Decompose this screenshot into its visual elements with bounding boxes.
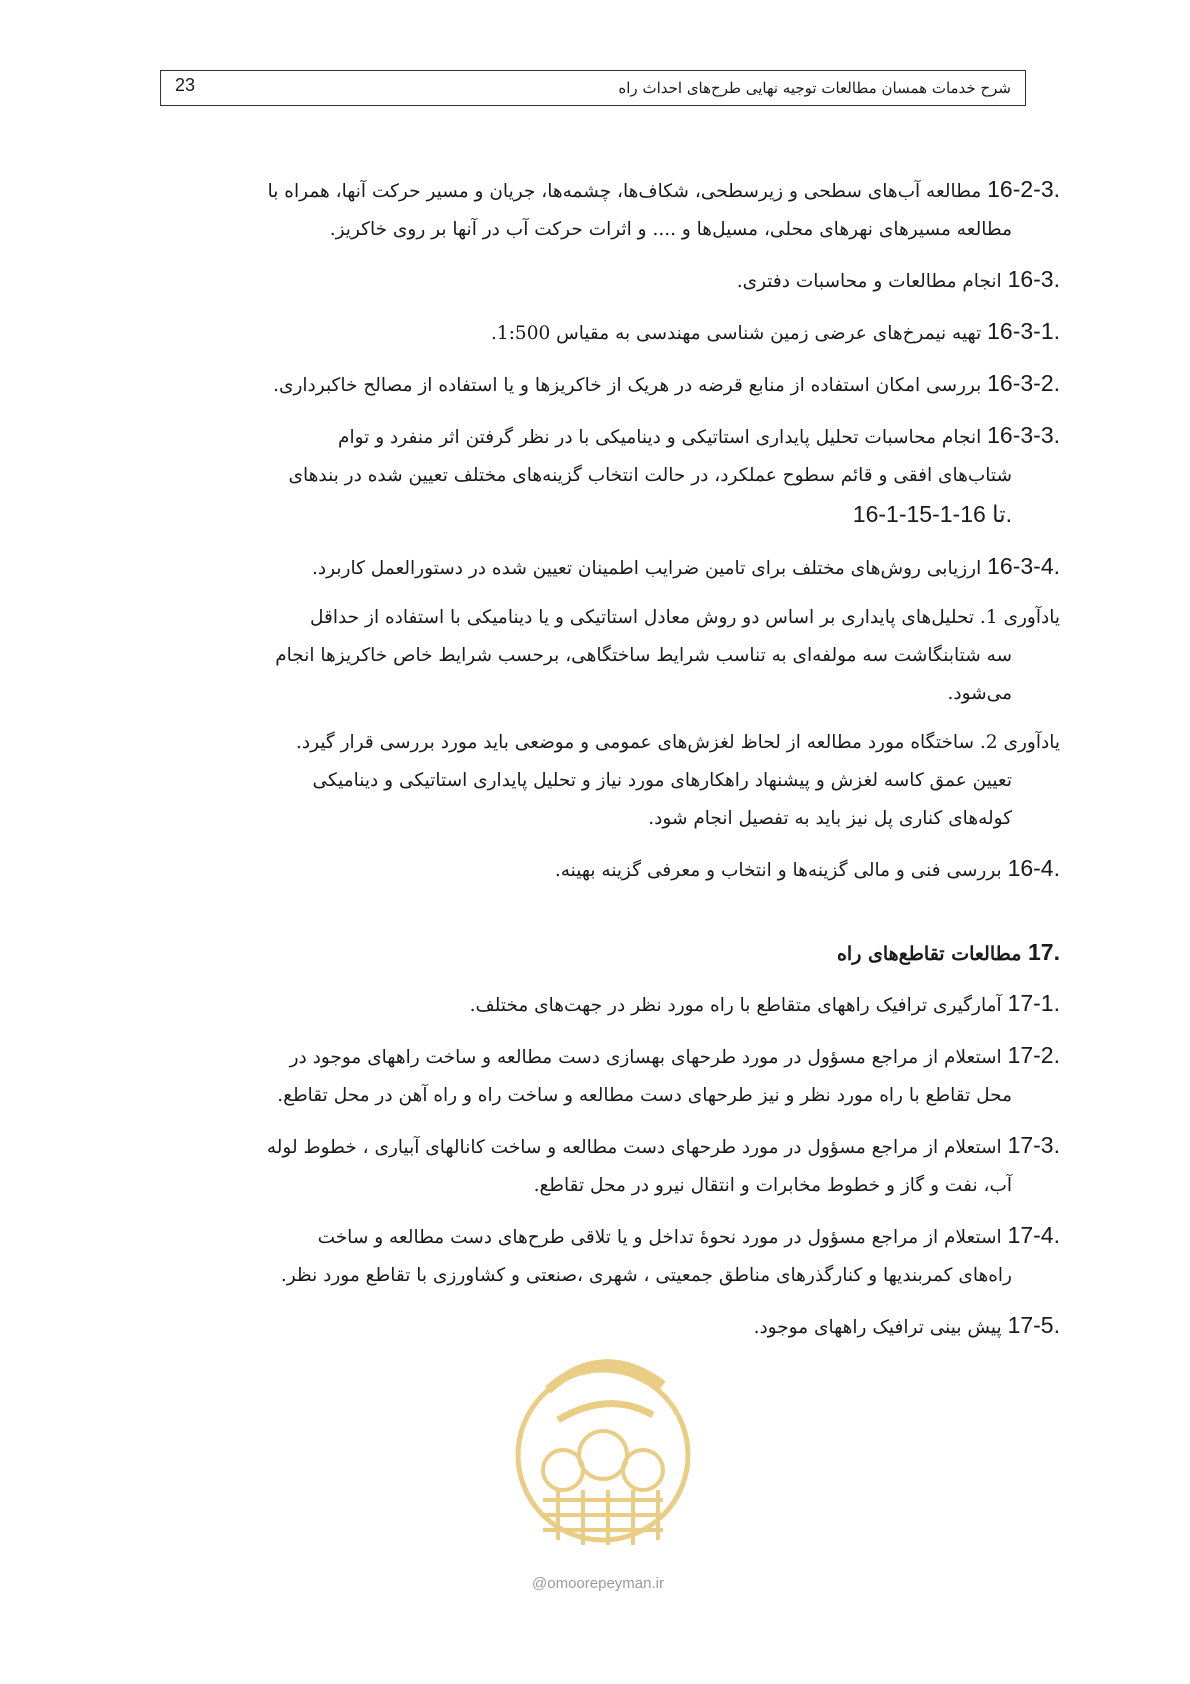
list-item: 17-5. پیش بینی ترافیک راههای موجود.	[753, 1312, 1060, 1338]
paragraph: 16-2-3. مطالعه آب‌های سطحی و زیرسطحی، شکاف‌ها، چشمه‌ها، جریان و مسیر حرکت آنها، همراه با	[267, 176, 1060, 202]
note-continuation: سه شتابنگاشت سه مولفه‌ای به تناسب شرایط ساختگاهی، برحسب شرایط خاص خاکریزها انجام	[275, 645, 1012, 666]
paragraph: 16-4. بررسی فنی و مالی گزینه‌ها و انتخاب و معرفی گزینه بهینه.	[554, 855, 1060, 881]
list-item: 17-2. استعلام از مراجع مسؤول در مورد طرحهای بهسازی دست مطالعه و ساخت راههای موجود در	[289, 1042, 1060, 1068]
list-item-continuation: محل تقاطع با راه مورد نظر و نیز طرحهای دست مطالعه و ساخت راه و راه آهن در محل تقاطع.	[277, 1085, 1012, 1106]
note: یادآوری 1. تحلیل‌های پایداری بر اساس دو روش معادل استاتیکی و یا دینامیکی با استفاده از حداقل	[310, 607, 1060, 628]
list-item: 17-1. آمارگیری ترافیک راههای متقاطع با راه مورد نظر در جهت‌های مختلف.	[469, 990, 1060, 1016]
list-item: 17-3. استعلام از مراجع مسؤول در مورد طرحهای دست مطالعه و ساخت کانالهای آبیاری ، خطوط لوله	[266, 1132, 1060, 1158]
note: یادآوری 2. ساختگاه مورد مطالعه از لحاظ لغزش‌های عمومی و موضعی باید مورد بررسی قرار گیرد.	[296, 732, 1060, 753]
page-number: 23	[175, 75, 196, 95]
section-heading: 17. مطالعات تقاطع‌های راه	[836, 939, 1060, 965]
header-title: شرح خدمات همسان مطالعات توجیه نهایی طرح‌های احداث راه	[618, 79, 1011, 97]
paragraph: 16-3-1. تهیه نیمرخ‌های عرضی زمین شناسی مهندسی به مقیاس 1:500.	[491, 318, 1060, 344]
watermark-logo-icon	[488, 1330, 718, 1570]
paragraph: 16-3-4. ارزیابی روش‌های مختلف برای تامین ضرایب اطمینان تعیین شده در دستورالعمل کاربرد.	[312, 553, 1060, 579]
note-continuation: می‌شود.	[947, 683, 1012, 704]
paragraph: 16-3-2. بررسی امکان استفاده از منابع قرضه در هریک از خاکریزها و یا استفاده از مصالح خاکبرداری.	[273, 370, 1060, 396]
note-continuation: کوله‌های کناری پل نیز باید به تفصیل انجام شود.	[648, 808, 1012, 829]
paragraph-continuation: مطالعه مسیرهای نهرهای محلی، مسیل‌ها و .... و اثرات حرکت آب در آنها بر روی خاکریز.	[329, 219, 1012, 240]
watermark-url: @omoorepeyman.ir	[532, 1575, 664, 1592]
list-item-continuation: راه‌های کمربندیها و کنارگذرهای مناطق جمعیتی ، شهری ،صنعتی و کشاورزی با تقاطع مورد نظر.	[280, 1265, 1012, 1286]
paragraph: 16-3. انجام مطالعات و محاسبات دفتری.	[736, 266, 1060, 292]
document-body	[170, 170, 1060, 1358]
paragraph: 16-3-3. انجام محاسبات تحلیل پایداری استاتیکی و دینامیکی با در نظر گرفتن اثر منفرد و توام	[338, 422, 1060, 448]
list-item-continuation: آب، نفت و گاز و خطوط مخابرات و انتقال نیرو در محل تقاطع.	[533, 1175, 1012, 1196]
paragraph-continuation: شتاب‌های افقی و قائم سطوح عملکرد، در حالت انتخاب گزینه‌های مختلف تعیین شده در بندهای	[288, 465, 1012, 486]
paragraph-continuation: 16-1-1تا 16-1-5.	[852, 501, 1012, 527]
note-continuation: تعیین عمق کاسه لغزش و پیشنهاد راهکارهای مورد نیاز و تحلیل پایداری استاتیکی و دینامیکی	[312, 770, 1012, 791]
list-item: 17-4. استعلام از مراجع مسؤول در مورد نحوهٔ تداخل و یا تلاقی طرح‌های دست مطالعه و ساخت	[317, 1222, 1060, 1248]
page-header	[160, 70, 1026, 106]
